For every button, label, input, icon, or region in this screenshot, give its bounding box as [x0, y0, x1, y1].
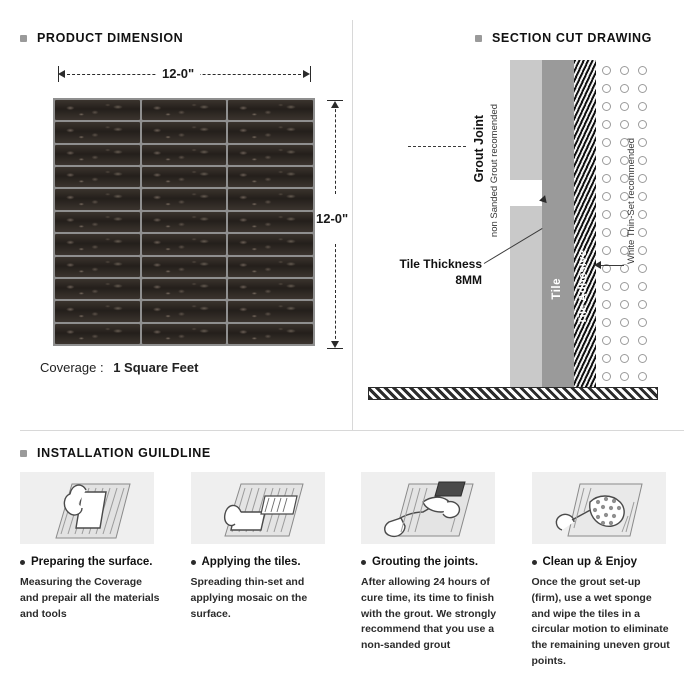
mosaic-tile	[55, 324, 140, 344]
section-cut-title: SECTION CUT DRAWING	[492, 31, 653, 45]
width-dim-tick-right	[310, 66, 311, 82]
height-dim-tick-bottom	[327, 348, 343, 349]
tile-thickness-title: Tile Thickness	[399, 257, 482, 271]
applying-tile-icon	[191, 472, 325, 544]
mosaic-tile	[55, 279, 140, 299]
installation-steps	[20, 472, 684, 670]
mosaic-tile	[55, 257, 140, 277]
round-bullet-icon	[191, 560, 196, 565]
section-header-installation	[20, 446, 211, 460]
horizontal-divider	[20, 430, 684, 431]
height-arrow-down-icon	[331, 341, 339, 348]
mosaic-tile	[55, 301, 140, 321]
square-bullet-icon	[20, 35, 27, 42]
substrate-hatch-base	[368, 387, 658, 400]
mosaic-tile	[142, 145, 227, 165]
product-tile-mosaic	[53, 98, 315, 346]
tile-label: Tile	[551, 278, 563, 300]
grout-leader-dashed	[408, 146, 466, 147]
mosaic-tile	[228, 279, 313, 299]
step-title: Applying the tiles.	[201, 556, 301, 568]
grout-joint-label: Grout Joint	[472, 115, 486, 183]
mosaic-tile	[55, 189, 140, 209]
height-arrow-up-icon	[331, 101, 339, 108]
step-title: Grouting the joints.	[372, 556, 479, 568]
width-arrow-right-icon	[303, 70, 310, 78]
tile-adhesive-layer	[574, 60, 596, 387]
tile-adhesive-label: Tile Adhesive	[577, 250, 589, 325]
round-bullet-icon	[361, 560, 366, 565]
coverage-line	[40, 360, 198, 375]
step-body: Measuring the Coverage and prepair all the materials and tools	[20, 576, 160, 620]
mosaic-tile	[228, 145, 313, 165]
width-dimension-label: 12-0"	[156, 66, 200, 81]
thinset-arrow-icon	[594, 261, 601, 269]
grout-note-label: non Sanded Grout recomended	[489, 104, 500, 238]
install-step	[191, 472, 344, 670]
step-title: Clean up & Enjoy	[542, 556, 638, 568]
step-body: Once the grout set-up (firm), use a wet sponge and wipe the tiles in a circular motion to eliminate the remaining uneven grout points.	[531, 576, 670, 667]
step-title-row	[20, 556, 173, 568]
section-header-product-dimension	[20, 31, 183, 45]
thinset-label: White Thin-Set recommended	[626, 138, 637, 265]
mosaic-tile	[142, 324, 227, 344]
mosaic-tile	[228, 301, 313, 321]
mosaic-tile	[55, 234, 140, 254]
step-title-row	[361, 556, 514, 568]
mosaic-tile	[142, 100, 227, 120]
step-illustration	[361, 472, 495, 544]
mosaic-tile	[55, 122, 140, 142]
thinset-leader-line	[600, 265, 624, 266]
height-dim-line-upper	[335, 104, 336, 194]
mosaic-tile	[142, 122, 227, 142]
mosaic-tile	[142, 279, 227, 299]
mosaic-tile	[228, 100, 313, 120]
width-arrow-left-icon	[58, 70, 65, 78]
section-header-section-cut	[475, 31, 652, 45]
mosaic-tile	[55, 100, 140, 120]
install-step	[532, 472, 685, 670]
round-bullet-icon	[20, 560, 25, 565]
step-title: Preparing the surface.	[31, 556, 153, 568]
sponge-clean-icon	[532, 472, 666, 544]
mosaic-tile	[55, 167, 140, 187]
tile-thickness-label	[348, 256, 482, 288]
step-illustration	[191, 472, 325, 544]
step-title-row	[191, 556, 344, 568]
installation-title: INSTALLATION GUILDLINE	[37, 446, 211, 460]
square-bullet-icon	[20, 450, 27, 457]
tile-thickness-value: 8MM	[455, 273, 482, 288]
grout-joint-notch	[510, 180, 542, 206]
mosaic-tile	[142, 234, 227, 254]
mosaic-tile	[228, 167, 313, 187]
step-illustration	[532, 472, 666, 544]
mosaic-tile	[55, 212, 140, 232]
mosaic-tile	[142, 301, 227, 321]
step-illustration	[20, 472, 154, 544]
trowel-surface-icon	[20, 472, 154, 544]
mosaic-tile	[228, 189, 313, 209]
mosaic-tile	[142, 257, 227, 277]
height-dim-line-lower	[335, 244, 336, 344]
tile-layer	[542, 60, 574, 387]
mosaic-tile	[228, 234, 313, 254]
coverage-value: 1 Square Feet	[113, 360, 199, 375]
product-dimension-title: PRODUCT DIMENSION	[37, 31, 184, 45]
section-cut-drawing	[368, 60, 678, 400]
mosaic-tile	[228, 212, 313, 232]
install-step	[361, 472, 514, 670]
coverage-label: Coverage :	[40, 360, 104, 375]
step-title-row	[532, 556, 685, 568]
mosaic-tile	[228, 122, 313, 142]
step-body: Spreading thin-set and applying mosaic on the surface.	[190, 576, 308, 620]
step-body: After allowing 24 hours of cure time, its time to finish with the grout. We strongly recommend that you use a non-sanded grout	[361, 576, 497, 651]
mosaic-tile	[55, 145, 140, 165]
vertical-divider	[352, 20, 353, 430]
mosaic-tile	[228, 257, 313, 277]
grout-layer	[510, 60, 542, 387]
mosaic-tile	[228, 324, 313, 344]
install-step	[20, 472, 173, 670]
grouting-icon	[361, 472, 495, 544]
round-bullet-icon	[532, 560, 537, 565]
square-bullet-icon	[475, 35, 482, 42]
mosaic-tile	[142, 212, 227, 232]
height-dimension-label: 12-0"	[316, 211, 349, 226]
mosaic-tile	[142, 167, 227, 187]
mosaic-tile	[142, 189, 227, 209]
